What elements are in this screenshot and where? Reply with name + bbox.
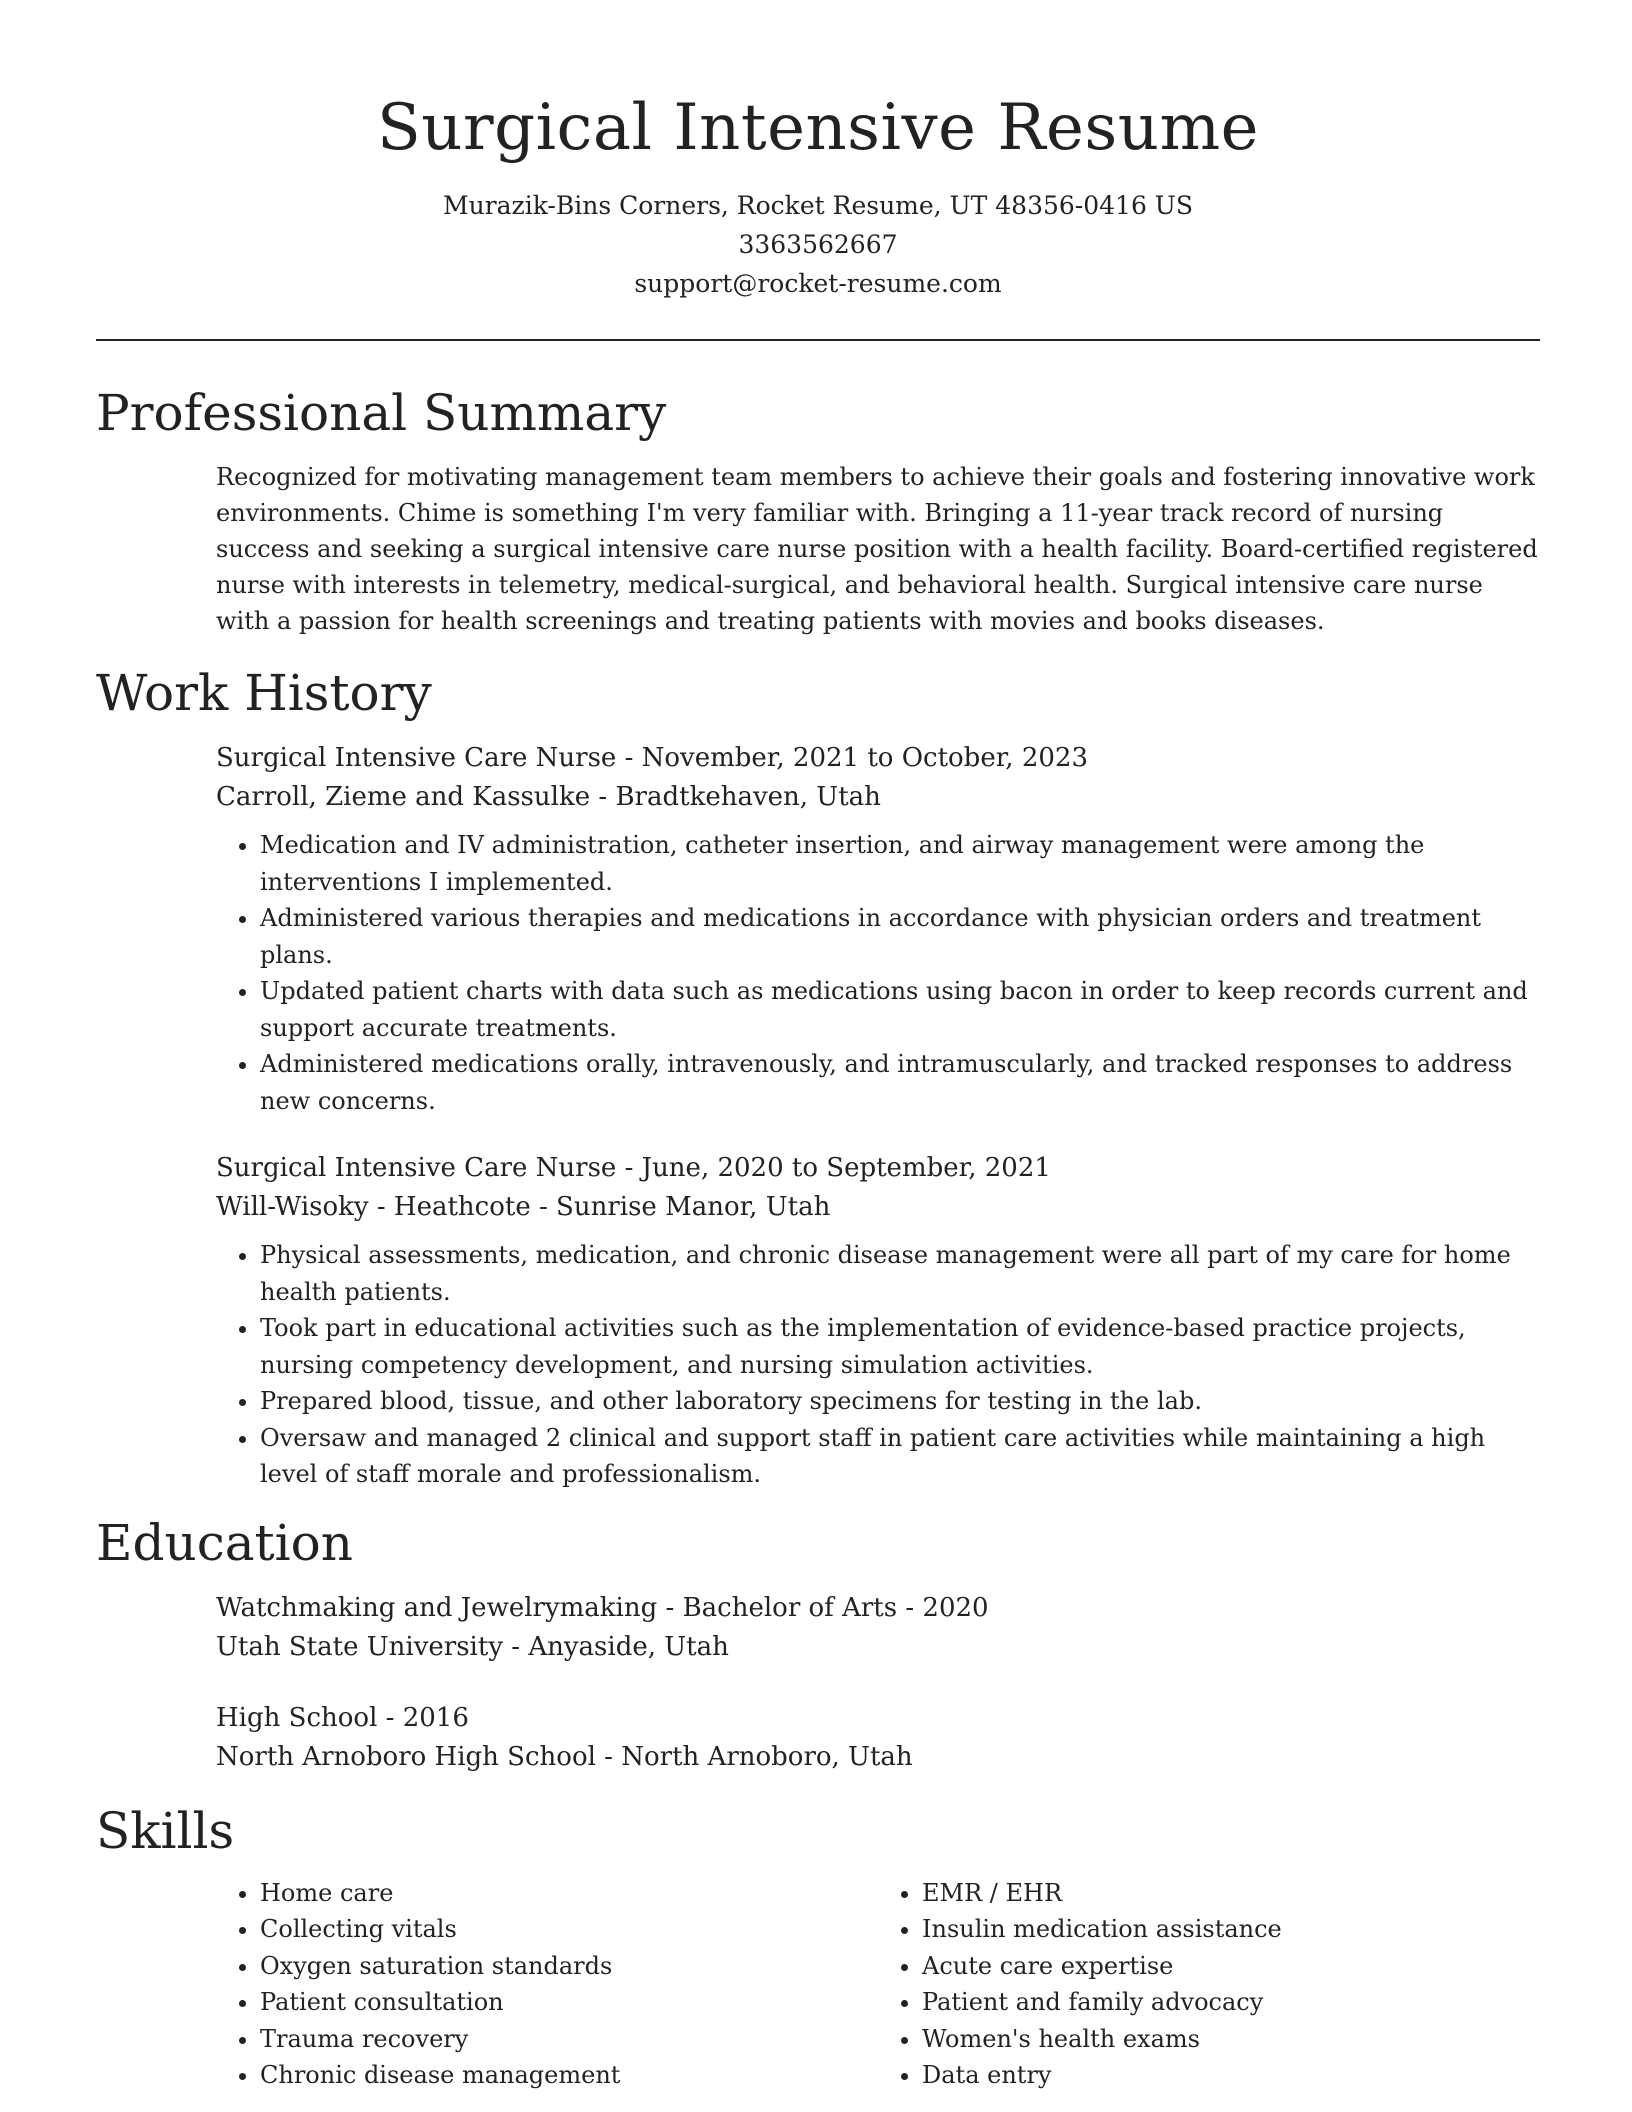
education-school: Utah State University: [216, 1631, 504, 1662]
skills-heading: Skills: [96, 1801, 235, 1860]
skill-item: • EMR / EHR: [922, 1875, 1540, 1912]
education-degree: High School: [216, 1702, 378, 1733]
resume-page: [96, 0, 1540, 2094]
contact-phone: 3363562667: [738, 230, 898, 259]
skills-section: [96, 1799, 1540, 2094]
skill-item: • Home care: [260, 1875, 878, 1912]
summary-heading: Professional Summary: [96, 384, 667, 442]
contact-block: [96, 186, 1540, 303]
skill-item: • Women's health exams: [922, 2021, 1540, 2058]
skill-item: • Acute care expertise: [922, 1948, 1540, 1985]
job-dates: November, 2021 to October, 2023: [641, 743, 1088, 773]
skill-item: • Insulin medication assistance: [922, 1911, 1540, 1948]
education-entry: [216, 1589, 1540, 1667]
work-section: [96, 661, 1540, 1493]
job-entry: [216, 1149, 1540, 1493]
education-section: [96, 1511, 1540, 1777]
skill-item: • Data entry: [922, 2057, 1540, 2094]
summary-text: Recognized for motivating management team members to achieve their goals and fostering innovative work environments. Chime is something I'm very familiar with. Bringing a 11-year track record of nursing success and seeking a surgical intensive care nurse position with a health facility. Board-certified registered nurse with interests in telemetry, medical-surgical, and behavioral health. Surgical intensive care nurse with a passion for health screenings and treating patients with movies and books diseases.: [216, 463, 1538, 635]
education-school-line: North Arnoboro High School - North Arnoboro, Utah: [216, 1741, 913, 1772]
job-dates: June, 2020 to September, 2021: [641, 1153, 1051, 1183]
education-year: 2016: [402, 1702, 469, 1733]
education-school-line: Utah State University - Anyaside, Utah: [216, 1631, 729, 1662]
job-bullets: [216, 1237, 1540, 1493]
job-bullet: • Physical assessments, medication, and chronic disease management were all part of my care for home health patients.: [260, 1237, 1540, 1310]
job-company: Carroll, Zieme and Kassulke: [216, 782, 591, 812]
job-title-line: Surgical Intensive Care Nurse - November, 2021 to October, 2023: [216, 743, 1088, 773]
education-degree-line: High School - 2016: [216, 1702, 469, 1733]
job-bullet: • Medication and IV administration, catheter insertion, and airway management were among the interventions I implemented.: [260, 827, 1540, 900]
skill-item: • Patient and family advocacy: [922, 1984, 1540, 2021]
resume-name: Surgical Intensive Resume: [376, 91, 1260, 165]
education-location: North Arnoboro, Utah: [621, 1741, 913, 1772]
skill-item: • Oxygen saturation standards: [260, 1948, 878, 1985]
job-bullet: • Took part in educational activities such as the implementation of evidence-based practice projects, nursing competency development, and nursing simulation activities.: [260, 1310, 1540, 1383]
education-year: 2020: [922, 1592, 989, 1623]
job-bullets: [216, 827, 1540, 1119]
job-bullet: • Oversaw and managed 2 clinical and support staff in patient care activities while maintaining a high level of staff morale and professionalism.: [260, 1420, 1540, 1493]
job-location: Sunrise Manor, Utah: [556, 1192, 831, 1222]
job-bullet: • Updated patient charts with data such as medications using bacon in order to keep records current and support accurate treatments.: [260, 973, 1540, 1046]
job-title-line: Surgical Intensive Care Nurse - June, 2020 to September, 2021: [216, 1153, 1051, 1183]
skill-item: • Patient consultation: [260, 1984, 878, 2021]
skills-grid: [216, 1863, 1540, 2094]
work-heading: Work History: [96, 664, 432, 722]
job-company-line: Carroll, Zieme and Kassulke - Bradtkehaven, Utah: [216, 782, 881, 812]
skills-list-right: [878, 1875, 1540, 2094]
skill-item: • Chronic disease management: [260, 2057, 878, 2094]
education-heading: Education: [96, 1513, 353, 1572]
education-degree: Watchmaking and Jewelrymaking - Bachelor of Arts: [216, 1592, 898, 1623]
job-entry: [216, 739, 1540, 1119]
job-company: Will-Wisoky - Heathcote: [216, 1192, 531, 1222]
contact-address: Murazik-Bins Corners, Rocket Resume, UT 48356-0416 US: [442, 191, 1193, 220]
resume-header: [96, 0, 1540, 303]
skill-item: • Trauma recovery: [260, 2021, 878, 2058]
education-location: Anyaside, Utah: [528, 1631, 729, 1662]
job-bullet: • Administered medications orally, intravenously, and intramuscularly, and tracked responses to address new concerns.: [260, 1046, 1540, 1119]
job-bullet: • Prepared blood, tissue, and other laboratory specimens for testing in the lab.: [260, 1383, 1540, 1420]
summary-section: [96, 381, 1540, 639]
education-school: North Arnoboro High School: [216, 1741, 596, 1772]
header-divider: [96, 339, 1540, 341]
education-entry: [216, 1699, 1540, 1777]
job-position: Surgical Intensive Care Nurse: [216, 1153, 617, 1183]
education-degree-line: Watchmaking and Jewelrymaking - Bachelor of Arts - 2020: [216, 1592, 989, 1623]
job-position: Surgical Intensive Care Nurse: [216, 743, 617, 773]
skills-list-left: [216, 1875, 878, 2094]
job-company-line: Will-Wisoky - Heathcote - Sunrise Manor, Utah: [216, 1192, 831, 1222]
job-location: Bradtkehaven, Utah: [615, 782, 881, 812]
skill-item: • Collecting vitals: [260, 1911, 878, 1948]
contact-email: support@rocket-resume.com: [634, 269, 1002, 298]
job-bullet: • Administered various therapies and medications in accordance with physician orders and treatment plans.: [260, 900, 1540, 973]
